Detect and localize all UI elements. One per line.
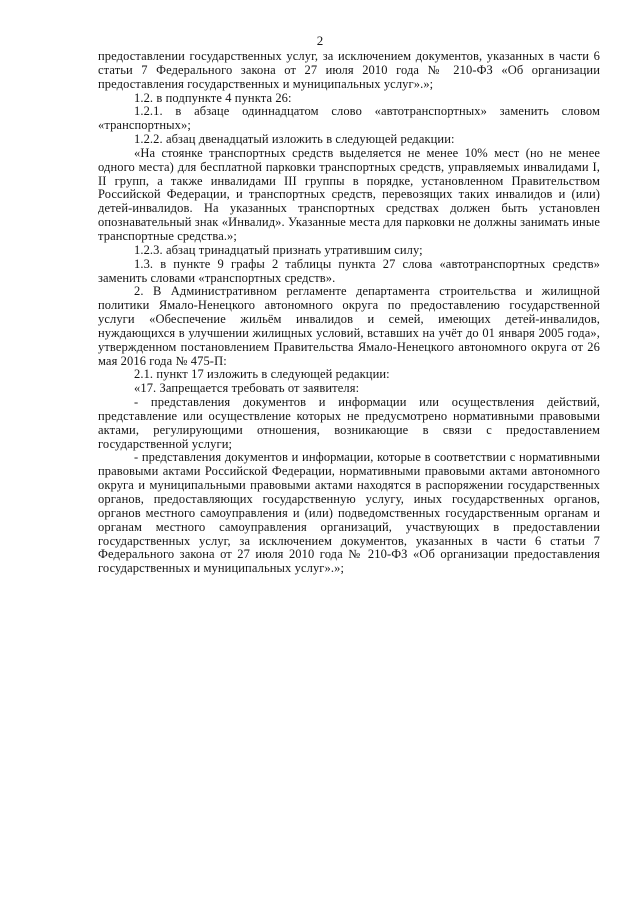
paragraph-2: 2. В Административном регламенте департамента строительства и жилищной политики Ямало-Ненецкого автономного округа по предоставлению государственной услуги «Обеспечение жильём инвалидов и семей, имеющих детей-инвалидов, нуждающихся в улучшении жилищных условий, вставших на учёт до 01 января 2005 года», утвержденном постановлением Правительства Ямало-Ненецкого автономного округа от 26 мая 2016 года № 475-П: [98,284,600,368]
paragraph-1-2-1: 1.2.1. в абзаце одиннадцатом слово «автотранспортных» заменить словом «транспортных»; [98,104,600,133]
paragraph-1-3: 1.3. в пункте 9 графы 2 таблицы пункта 27 слова «автотранспортных средств» заменить словами «транспортных средств». [98,256,600,285]
paragraph-continuation: предоставлении государственных услуг, за исключением документов, указанных в части 6 статьи 7 Федерального закона от 27 июля 2010 года № 210-ФЗ «Об организации предоставления государственных и муниципальных услуг».»; [98,49,600,91]
paragraph-list-item-1: - представления документов и информации или осуществления действий, представление или осуществление которых не предусмотрено нормативными правовыми актами, регулирующими отношения, возникающие в связи с предоставлением государственной услуги; [98,395,600,451]
paragraph-list-item-2: - представления документов и информации, которые в соответствии с нормативными правовыми актами Российской Федерации, нормативными правовыми актами автономного округа и муниципальными правовыми актами находятся в распоряжении государственных органов, предоставляющих государственную услугу, иных государственных органов, органов местного самоуправления и (или) подведомственных государственным органам и органам местного самоуправления организаций, участвующих в предоставлении государственных услуг, за исключением документов, указанных в части 6 статьи 7 Федерального закона от 27 июля 2010 года № 210-ФЗ «Об организации предоставления государственных и муниципальных услуг».»; [98,450,600,576]
page-number: 2 [316,33,324,48]
paragraph-1-2: 1.2. в подпункте 4 пункта 26: [134,90,292,105]
paragraph-17: «17. Запрещается требовать от заявителя: [134,381,360,396]
paragraph-1-2-3: 1.2.3. абзац тринадцатый признать утратившим силу; [134,242,423,257]
document-body [98,50,600,576]
paragraph-parking-quote: «На стоянке транспортных средств выделяется не менее 10% мест (но не менее одного места) для бесплатной парковки транспортных средств, управляемых инвалидами I, II групп, а также инвалидами III группы в порядке, установленном Правительством Российской Федерации, и транспортных средств, перевозящих таких инвалидов и (или) детей-инвалидов. На указанных транспортных средствах должен быть установлен опознавательный знак «Инвалид». Указанные места для парковки не должны занимать иные транспортные средства.»; [98,145,600,243]
paragraph-1-2-2: 1.2.2. абзац двенадцатый изложить в следующей редакции: [134,132,455,147]
paragraph-2-1: 2.1. пункт 17 изложить в следующей редакции: [134,367,390,382]
